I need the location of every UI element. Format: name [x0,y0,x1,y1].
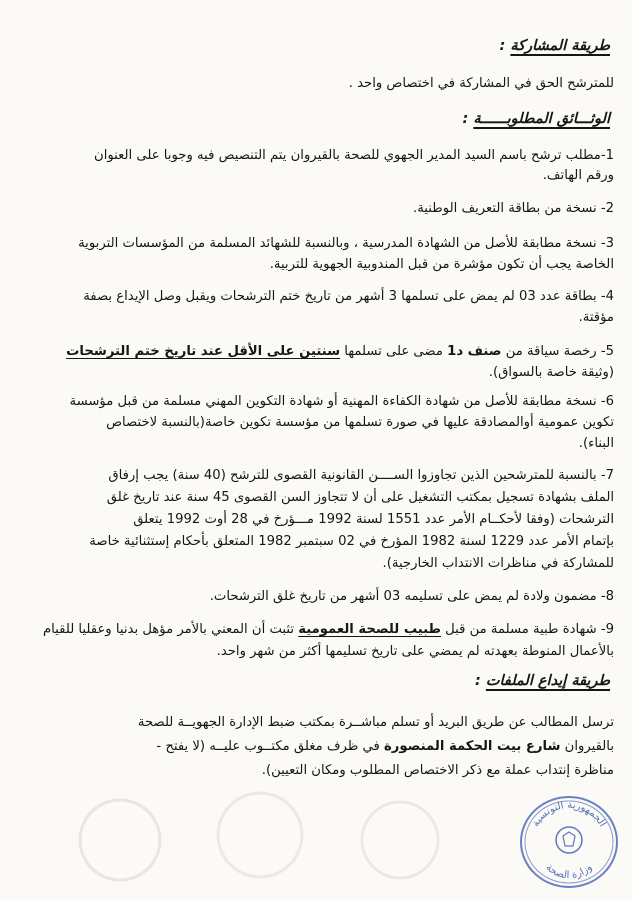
item-5-underlined: سنتين على الأقل عند تاريخ ختم الترشحات [66,344,341,359]
item-6-line-2: تكوين عمومية أوالمصادقة عليها في صورة تسلمها من مؤسسة تكوين خاصة(بالنسبة لاختصاص [106,415,614,430]
heading-participation-text: طريقة المشاركة [510,38,610,54]
item-9-public-doctor: طبيب للصحة العمومية [298,622,441,637]
item-9-prefix: 9- شهادة طبية مسلمة من قبل [445,622,614,637]
item-9-line-2: بالأعمال المنوطة بعهدته لم يمضي على تاريخ تسليمها أكثر من شهر واحد. [216,644,614,659]
item-5-prefix: 5- رخصة سياقة من [505,344,614,359]
seal-bottom-text: وزارة الصحة [543,862,595,882]
item-5-mid: مضى على تسلمها [344,344,443,359]
item-2-line-1: 2- نسخة من بطاقة التعريف الوطنية. [413,201,614,216]
item-5-line-2: (وثيقة خاصة بالسواق). [488,365,614,380]
item-9-suffix: تثبت أن المعني بالأمر مؤهل بدنيا وعقليا للقيام [43,622,295,637]
ministry-seal-stamp [516,792,622,892]
item-7-line-3: الترشحات (وفقا لأحكــام الأمر عدد 1551 لسنة 1992 مـــؤرخ في 28 أوت 1992 يتعلق [133,512,614,527]
heading-submission [475,671,610,691]
item-4-line-2: مؤقتة. [578,310,614,325]
item-5-line-1 [16,343,614,361]
item-4-line-1: 4- بطاقة عدد 03 لم يمض على تسلمها 3 أشهر من تاريخ ختم الترشحات ويقبل وصل الإيداع بصفة [83,289,614,304]
item-7-line-4: بإتمام الأمر عدد 1229 لسنة 1982 المؤرخ في 02 سبتمبر 1982 المتعلق بأحكام إستثنائية خاصة [89,534,614,549]
submission-street: شارع بيت الحكمة المنصورة [384,739,561,754]
heading-submission-colon: : [474,673,481,689]
item-6-line-1: 6- نسخة مطابقة للأصل من شهادة الكفاءة المهنية أو شهادة التكوين المهني مسلمة من قبل مؤسسة [69,394,614,409]
item-3-line-1: 3- نسخة مطابقة للأصل من الشهادة المدرسية ، وبالنسبة للشهائد المسلمة من المؤسسات التربوية [78,236,614,251]
heading-documents [463,109,611,129]
submission-envelope: في ظرف مغلق مكتــوب عليــه (لا يفتح - [156,739,380,754]
heading-participation [500,36,610,56]
item-8-line-1: 8- مضمون ولادة لم يمض على تسليمه 03 أشهر من تاريخ غلق الترشحات. [209,589,614,604]
submission-line-2 [16,738,614,756]
seal-top-text: الجمهورية التونسية [530,799,608,829]
item-5-license-class: صنف د1 [447,344,502,359]
submission-line-3: مناظرة إنتداب عملة مع ذكر الاختصاص المطلوب ومكان التعيين). [261,763,614,778]
item-7-line-5: للمشاركة في مناظرات الانتداب الخارجية). [382,556,614,571]
submission-city: بالقيروان [564,739,614,754]
submission-line-1: ترسل المطالب عن طريق البريد أو تسلم مباشــرة بمكتب ضبط الإدارة الجهويــة للصحة [137,715,614,730]
heading-submission-text: طريقة إيداع الملفات [485,673,610,689]
item-1-line-1: 1-مطلب ترشح باسم السيد المدير الجهوي للصحة بالقيروان يتم التنصيص فيه وجوبا على العنوان [94,148,614,163]
item-1-line-2: ورقم الهاتف. [542,168,614,183]
heading-participation-colon: : [499,38,506,54]
item-7-line-2: الملف بشهادة تسجيل بمكتب التشغيل على أن لا تتجاوز السن القصوى 45 سنة عند تاريخ غلق [106,490,614,505]
item-9-line-1 [16,621,614,639]
heading-documents-text: الوثـــائق المطلوبــــــة [473,111,610,127]
heading-documents-colon: : [462,111,469,127]
item-3-line-2: الخاصة يجب أن تكون مؤشرة من قبل المندوبية الجهوية للتربية. [269,257,614,272]
item-6-line-3: البناء). [578,436,614,451]
participation-text: للمترشح الحق في المشاركة في اختصاص واحد . [348,76,614,91]
item-7-line-1: 7- بالنسبة للمترشحين الذين تجاوزوا الســــن القانونية القصوى للترشح (40 سنة) يجب إرفاق [108,468,614,483]
